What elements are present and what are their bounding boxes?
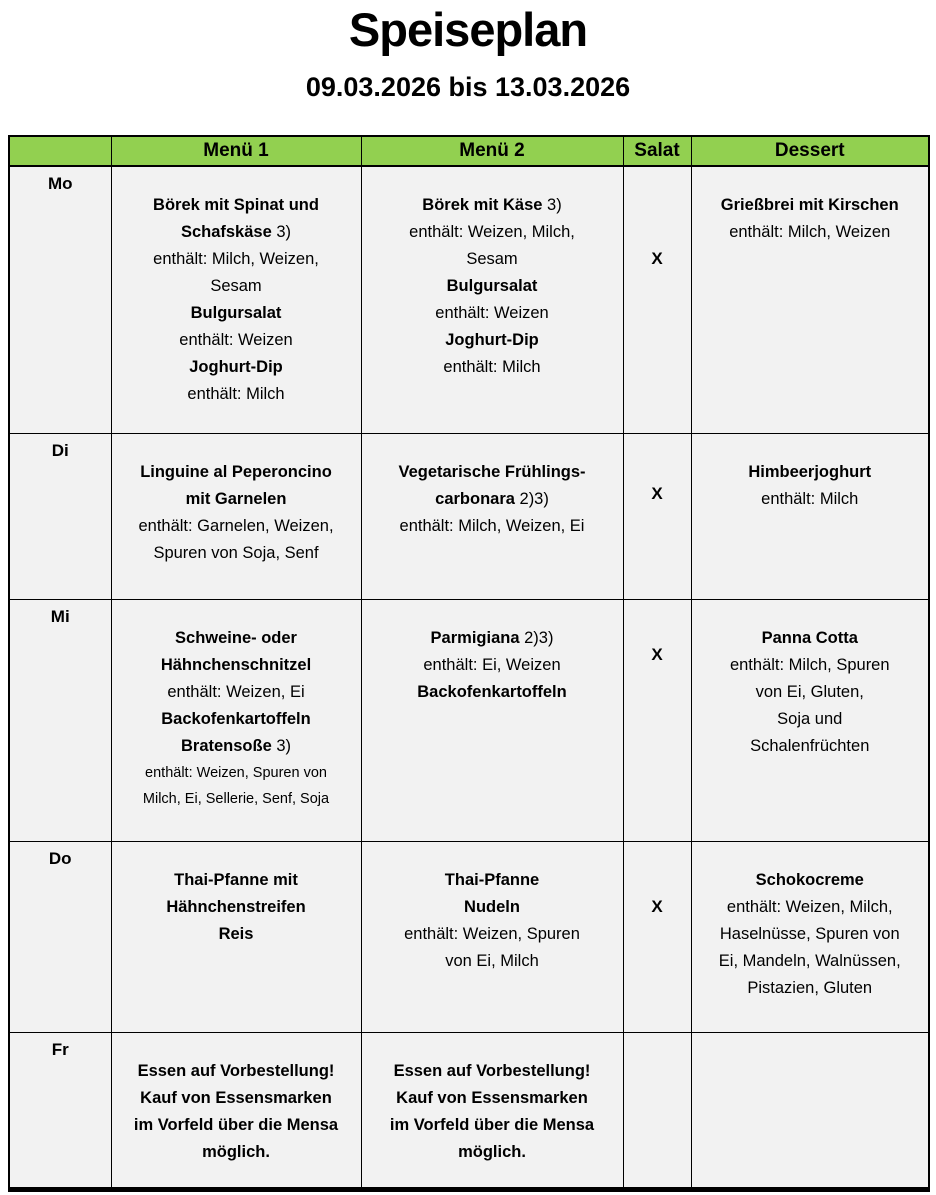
menu-line (116, 354, 357, 381)
day-cell: Mo (9, 166, 111, 433)
salad-cell (623, 1032, 691, 1189)
dish-name: Börek mit Käse (422, 196, 548, 214)
dish-name: Linguine al Peperoncino (140, 462, 332, 481)
date-range: 09.03.2026 bis 13.03.2026 (305, 72, 631, 102)
menu-line (366, 219, 619, 246)
menu1-cell (111, 166, 361, 433)
menu-line (696, 679, 925, 706)
dish-name: möglich. (458, 1142, 526, 1161)
menu-line (116, 513, 357, 540)
menu-line (116, 1085, 357, 1112)
menu-line (116, 679, 357, 706)
menu-line (366, 1112, 619, 1139)
dish-name: Parmigiana (430, 628, 525, 647)
table-row (9, 433, 929, 599)
dish-name: Schafskäse (180, 223, 277, 241)
table-header (9, 136, 929, 166)
allergen-text: enthält: Weizen (179, 331, 293, 349)
dessert-cell (691, 1032, 929, 1189)
menu-line (116, 219, 357, 246)
dish-name: im Vorfeld über die Mensa (389, 1115, 595, 1134)
dish-name: Nudeln (464, 897, 520, 916)
menu-line (366, 625, 619, 652)
allergen-text: Ei, Mandeln, Walnüssen, (718, 951, 901, 970)
menu-line (366, 300, 619, 327)
allergen-text: enthält: Milch (443, 358, 541, 376)
dish-name: Essen auf Vorbestellung! (393, 1061, 591, 1080)
menu-line (696, 219, 925, 246)
menu1-cell (111, 1032, 361, 1189)
dish-name: Grießbrei mit Kirschen (720, 196, 899, 214)
menu-line (116, 706, 357, 733)
day-cell: Fr (9, 1032, 111, 1189)
menu-line (696, 948, 925, 975)
menu-line (696, 459, 925, 486)
menu-line (696, 192, 925, 219)
allergen-text: enthält: Milch (187, 385, 285, 403)
allergen-text: enthält: Weizen, Spuren von (145, 764, 327, 781)
dish-name: Panna Cotta (761, 628, 858, 647)
salad-cell (623, 433, 691, 599)
table-row (9, 166, 929, 433)
salad-x-marker: X (651, 896, 663, 916)
menu-line (116, 786, 357, 812)
menu-line (696, 867, 925, 894)
menu-line (116, 760, 357, 786)
dish-name: Hähnchenstreifen (166, 897, 306, 916)
allergen-text: Sesam (466, 250, 518, 268)
dish-name: Backofenkartoffeln (417, 682, 567, 701)
menu-line (366, 327, 619, 354)
salad-x-marker: X (651, 644, 663, 664)
allergen-text: enthält: Ei, Weizen (423, 655, 561, 674)
salad-cell (623, 166, 691, 433)
column-header-salad: Salat (623, 136, 691, 166)
dish-name: im Vorfeld über die Mensa (133, 1115, 339, 1134)
dessert-cell (691, 599, 929, 841)
dish-name: Backofenkartoffeln (161, 709, 311, 728)
allergen-text: 3) (547, 196, 562, 214)
day-cell: Di (9, 433, 111, 599)
allergen-text: von Ei, Milch (445, 951, 539, 970)
dish-name: Joghurt-Dip (445, 331, 539, 349)
salad-cell (623, 599, 691, 841)
menu-line (696, 486, 925, 513)
dish-name: Bulgursalat (190, 304, 282, 322)
menu-line (116, 540, 357, 567)
dessert-cell (691, 841, 929, 1032)
dish-name: Schokocreme (755, 870, 864, 889)
menu-line (116, 486, 357, 513)
allergen-text: enthält: Milch, Spuren (729, 655, 890, 674)
column-header-menu2: Menü 2 (361, 136, 623, 166)
menu-line (696, 706, 925, 733)
table-row (9, 841, 929, 1032)
allergen-text: enthält: Milch (761, 489, 859, 508)
dish-name: Bratensoße (180, 736, 277, 755)
header-row (9, 136, 929, 166)
menu-line (116, 1139, 357, 1166)
dish-name: Börek mit Spinat und (153, 196, 319, 214)
menu-line (116, 867, 357, 894)
salad-x-marker: X (651, 249, 663, 268)
allergen-text: Spuren von Soja, Senf (153, 543, 319, 562)
column-header-dessert: Dessert (691, 136, 929, 166)
menu-line (116, 733, 357, 760)
menu-line (116, 1058, 357, 1085)
menu-line (696, 975, 925, 1002)
salad-cell (623, 841, 691, 1032)
dish-name: Reis (218, 924, 254, 943)
menu-line (116, 192, 357, 219)
menu-line (366, 246, 619, 273)
allergen-text: 2)3) (519, 489, 549, 508)
allergen-text: 2)3) (524, 628, 554, 647)
menu-line (696, 625, 925, 652)
menu-line (116, 381, 357, 408)
menu2-cell (361, 841, 623, 1032)
allergen-text: enthält: Weizen (435, 304, 549, 322)
dish-name: Bulgursalat (446, 277, 538, 295)
dish-name: Thai-Pfanne mit (174, 870, 298, 889)
menu2-cell (361, 433, 623, 599)
dish-name: mit Garnelen (185, 489, 287, 508)
menu-line (696, 921, 925, 948)
allergen-text: enthält: Weizen, Spuren (404, 924, 580, 943)
menu-line (116, 273, 357, 300)
allergen-text: enthält: Milch, Weizen, Ei (399, 516, 585, 535)
allergen-text: Schalenfrüchten (750, 736, 870, 755)
menu2-cell (361, 1032, 623, 1189)
table-row (9, 1032, 929, 1189)
salad-x-marker: X (651, 483, 663, 503)
day-cell: Do (9, 841, 111, 1032)
allergen-text: Soja und (777, 709, 843, 728)
allergen-text: Milch, Ei, Sellerie, Senf, Soja (142, 790, 330, 807)
allergen-text: Haselnüsse, Spuren von (719, 924, 900, 943)
allergen-text: von Ei, Gluten, (755, 682, 864, 701)
menu1-cell (111, 599, 361, 841)
dish-name: Hähnchenschnitzel (160, 655, 312, 674)
menu-line (116, 1112, 357, 1139)
allergen-text: enthält: Milch, Weizen, (153, 250, 319, 268)
allergen-text: Pistazien, Gluten (747, 978, 873, 997)
dish-name: carbonara (435, 489, 520, 508)
menu-line (366, 867, 619, 894)
menu-line (366, 921, 619, 948)
menu-line (696, 652, 925, 679)
allergen-text: 3) (276, 223, 292, 241)
menu2-cell (361, 599, 623, 841)
allergen-text: enthält: Milch, Weizen (729, 223, 891, 241)
allergen-text: Sesam (210, 277, 262, 295)
menu-line (696, 733, 925, 760)
allergen-text: enthält: Weizen, Ei (167, 682, 305, 701)
menu-line (366, 1139, 619, 1166)
day-cell: Mi (9, 599, 111, 841)
menu2-cell (361, 166, 623, 433)
dish-name: Himbeerjoghurt (748, 462, 872, 481)
menu-line (366, 1085, 619, 1112)
dessert-cell (691, 166, 929, 433)
menu-line (366, 486, 619, 513)
menu1-cell (111, 841, 361, 1032)
menu-line (366, 652, 619, 679)
dish-name: Kauf von Essensmarken (396, 1088, 588, 1107)
menu-line (366, 948, 619, 975)
menu-line (116, 246, 357, 273)
dish-name: Essen auf Vorbestellung! (137, 1061, 335, 1080)
menu-line (366, 894, 619, 921)
menu-line (366, 679, 619, 706)
menu-line (366, 1058, 619, 1085)
menu-line (366, 273, 619, 300)
allergen-text: enthält: Weizen, Milch, (409, 223, 575, 241)
allergen-text: 3) (276, 736, 292, 755)
menu-line (366, 192, 619, 219)
menu-line (116, 327, 357, 354)
meal-plan-table (8, 135, 930, 1192)
dessert-cell (691, 433, 929, 599)
table-body (9, 166, 929, 1189)
menu1-cell (111, 433, 361, 599)
dish-name: Vegetarische Frühlings- (398, 462, 586, 481)
dish-name: möglich. (202, 1142, 270, 1161)
allergen-text: enthält: Garnelen, Weizen, (138, 516, 334, 535)
column-header-day (9, 136, 111, 166)
dish-name: Joghurt-Dip (189, 358, 283, 376)
menu-line (116, 459, 357, 486)
column-header-menu1: Menü 1 (111, 136, 361, 166)
dish-name: Thai-Pfanne (444, 870, 540, 889)
menu-line (116, 625, 357, 652)
menu-line (366, 459, 619, 486)
page-title: Speiseplan (348, 3, 588, 56)
dish-name: Schweine- oder (175, 628, 297, 647)
menu-line (116, 652, 357, 679)
menu-line (116, 300, 357, 327)
menu-line (696, 894, 925, 921)
menu-line (366, 513, 619, 540)
dish-name: Kauf von Essensmarken (140, 1088, 332, 1107)
menu-line (116, 921, 357, 948)
allergen-text: enthält: Weizen, Milch, (726, 897, 893, 916)
menu-line (116, 894, 357, 921)
menu-line (366, 354, 619, 381)
table-row (9, 599, 929, 841)
